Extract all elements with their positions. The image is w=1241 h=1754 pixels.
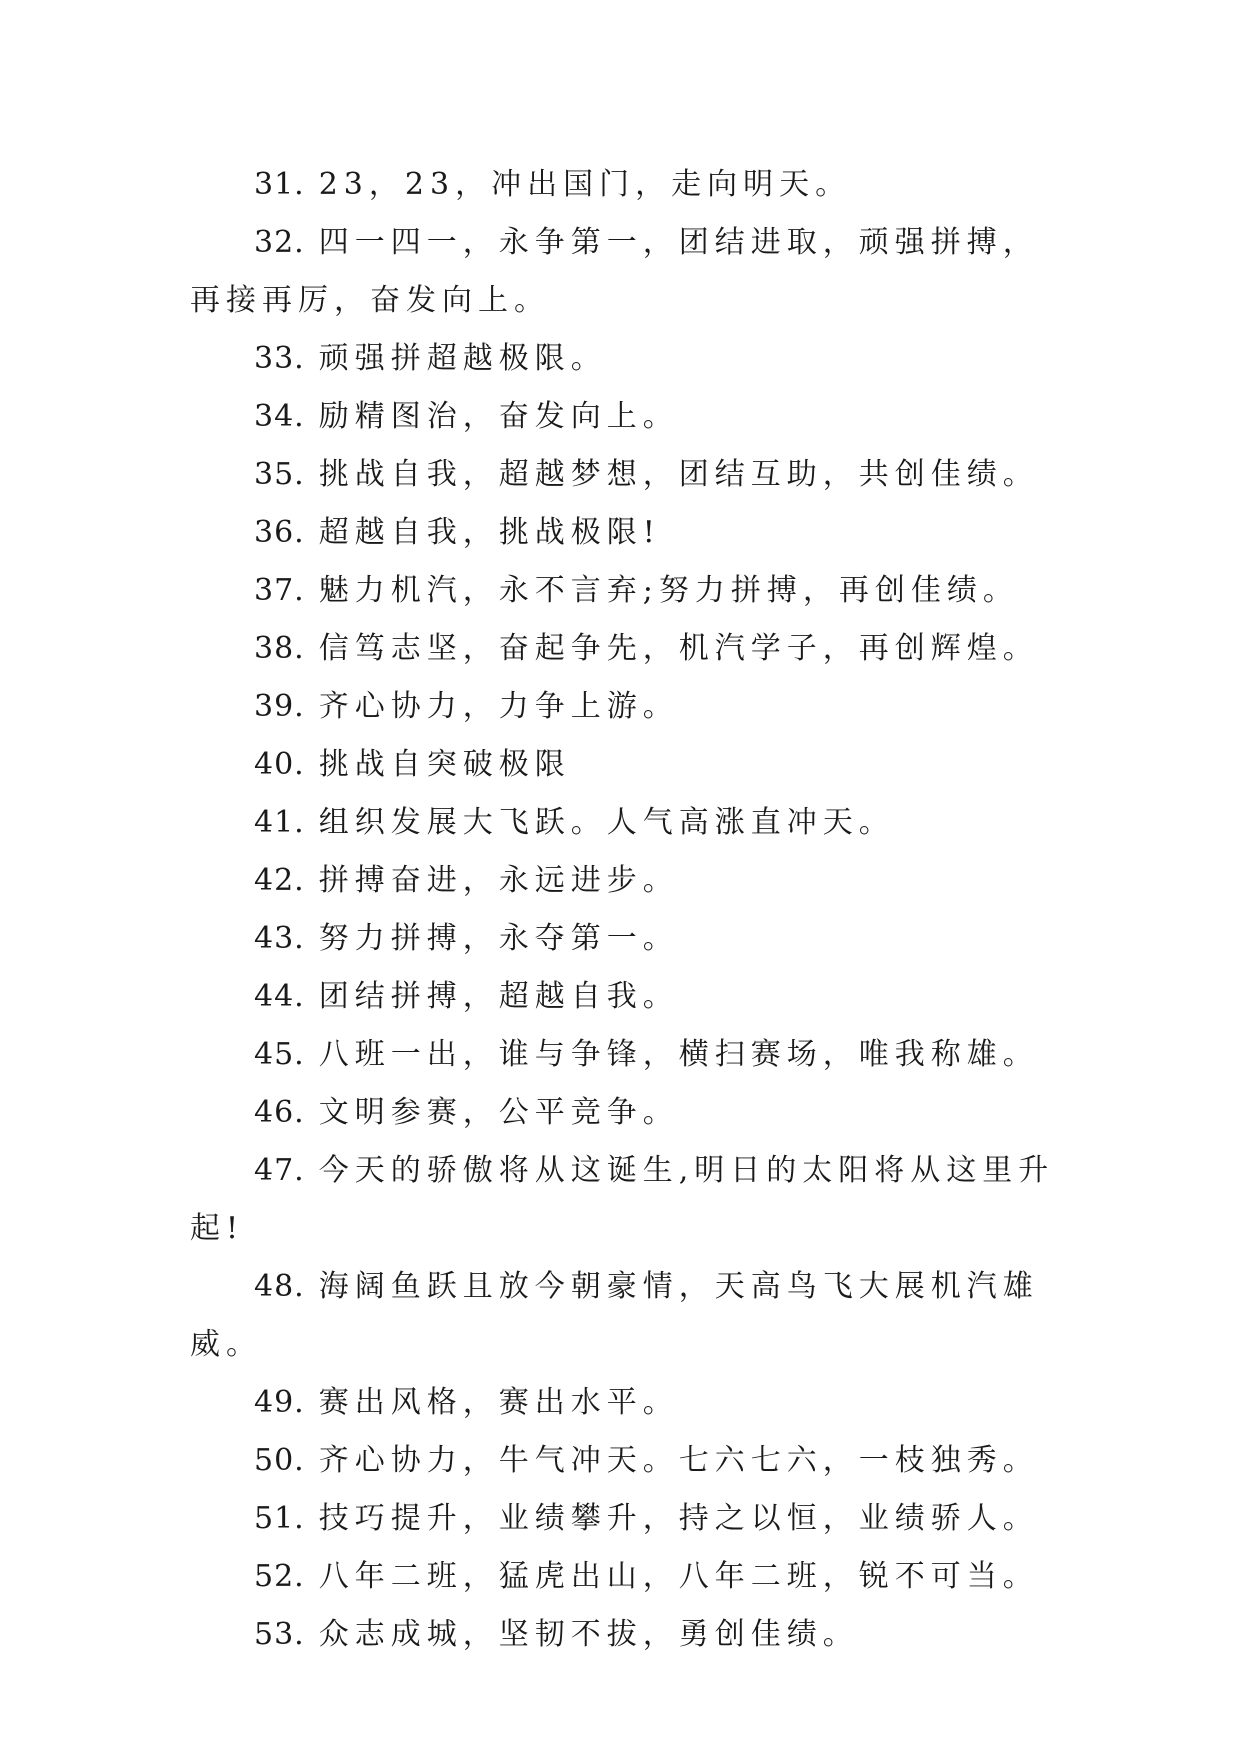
item-text: 技巧提升，业绩攀升，持之以恒，业绩骄人。 (318, 1501, 1039, 1536)
item-text: 励精图治，奋发向上。 (318, 399, 679, 434)
item-text: 四一四一，永争第一，团结进取，顽强拼搏，再接再厉，奋发向上。 (190, 225, 1039, 318)
item-number: 51. (254, 1501, 305, 1536)
item-text: 齐心协力，牛气冲天。七六七六，一枝独秀。 (318, 1443, 1039, 1478)
item-text: 超越自我，挑战极限! (318, 515, 661, 550)
list-item (190, 1606, 1070, 1664)
list-item (190, 910, 1070, 968)
list-item (190, 446, 1070, 504)
item-number: 37. (254, 573, 305, 608)
item-number: 35. (254, 457, 305, 492)
item-text: 八班一出，谁与争锋，横扫赛场，唯我称雄。 (318, 1037, 1039, 1072)
item-text: 挑战自我，超越梦想，团结互助，共创佳绩。 (318, 457, 1039, 492)
list-item (190, 562, 1070, 620)
list-item (190, 1548, 1070, 1606)
item-text: 海阔鱼跃且放今朝豪情，天高鸟飞大展机汽雄威。 (190, 1269, 1039, 1362)
item-text: 努力拼搏，永夺第一。 (318, 921, 679, 956)
item-number: 31. (254, 167, 305, 202)
item-number: 39. (254, 689, 305, 724)
item-number: 32. (254, 225, 305, 260)
item-number: 53. (254, 1617, 305, 1652)
item-text: 魅力机汽，永不言弃;努力拼搏，再创佳绩。 (318, 573, 1019, 608)
item-number: 50. (254, 1443, 305, 1478)
item-number: 52. (254, 1559, 305, 1594)
list-item (190, 852, 1070, 910)
list-item (190, 1374, 1070, 1432)
item-text: 众志成城，坚韧不拔，勇创佳绩。 (318, 1617, 859, 1652)
item-text: 八年二班，猛虎出山，八年二班，锐不可当。 (318, 1559, 1039, 1594)
item-text: 顽强拼超越极限。 (318, 341, 607, 376)
item-number: 42. (254, 863, 305, 898)
list-item (190, 620, 1070, 678)
item-text: 文明参赛，公平竞争。 (318, 1095, 679, 1130)
list-item (190, 330, 1070, 388)
list-item (190, 504, 1070, 562)
list-item (190, 1258, 1070, 1374)
list-item (190, 156, 1070, 214)
list-item (190, 968, 1070, 1026)
item-number: 33. (254, 341, 305, 376)
item-number: 40. (254, 747, 305, 782)
list-item (190, 1026, 1070, 1084)
list-item (190, 1084, 1070, 1142)
item-number: 43. (254, 921, 305, 956)
item-text: 团结拼搏，超越自我。 (318, 979, 679, 1014)
list-item (190, 1490, 1070, 1548)
item-text: 拼搏奋进，永远进步。 (318, 863, 679, 898)
item-text: 齐心协力，力争上游。 (318, 689, 679, 724)
list-item (190, 214, 1070, 330)
item-text: 今天的骄傲将从这诞生,明日的太阳将从这里升起! (190, 1153, 1055, 1246)
item-text: 信笃志坚，奋起争先，机汽学子，再创辉煌。 (318, 631, 1039, 666)
item-text: 组织发展大飞跃。人气高涨直冲天。 (318, 805, 895, 840)
list-item (190, 678, 1070, 736)
list-item (190, 1142, 1070, 1258)
item-number: 48. (254, 1269, 305, 1304)
item-number: 38. (254, 631, 305, 666)
item-number: 46. (254, 1095, 305, 1130)
item-number: 34. (254, 399, 305, 434)
slogan-list (190, 156, 1070, 1664)
list-item (190, 1432, 1070, 1490)
item-number: 49. (254, 1385, 305, 1420)
item-text: 23，23，冲出国门，走向明天。 (318, 167, 852, 202)
item-number: 36. (254, 515, 305, 550)
item-number: 45. (254, 1037, 305, 1072)
list-item (190, 736, 1070, 794)
item-number: 47. (254, 1153, 305, 1188)
item-text: 赛出风格，赛出水平。 (318, 1385, 679, 1420)
list-item (190, 794, 1070, 852)
item-text: 挑战自突破极限 (318, 747, 571, 782)
item-number: 44. (254, 979, 305, 1014)
list-item (190, 388, 1070, 446)
item-number: 41. (254, 805, 305, 840)
